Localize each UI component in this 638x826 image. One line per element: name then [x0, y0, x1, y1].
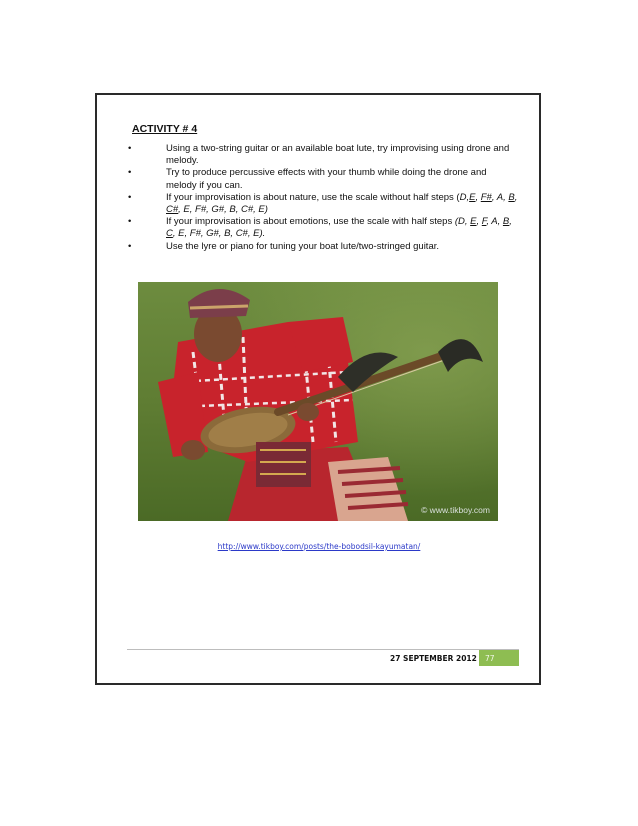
bullet-text-segment: If your improvisation is about emotions, use the scale with half steps: [166, 216, 455, 228]
bullet-glyph: •: [128, 191, 132, 203]
activity-bullet-list: [128, 143, 518, 253]
bullet-text-segment: (D,: [454, 216, 471, 228]
source-link[interactable]: http://www.tikboy.com/posts/the-bobodsil-kayumatan/: [217, 542, 421, 551]
photo-watermark: © www.tikboy.com: [421, 505, 490, 515]
bullet-glyph: •: [128, 143, 132, 154]
bullet-text-segment: B: [502, 216, 510, 228]
photo: [138, 282, 498, 521]
bullet-text-segment: F#: [480, 191, 492, 203]
bullet-item: [128, 167, 518, 191]
bullet-text-segment: C#: [166, 204, 179, 216]
bullet-text-segment: , E, F#, G#, B, C#, E).: [172, 228, 266, 240]
bullet-text-segment: , E, F#, G#, B, C#, E): [178, 204, 268, 216]
bullet-text-segment: ,: [466, 191, 470, 203]
bullet-text-segment: , A,: [486, 216, 503, 228]
musician-photo-illustration: [138, 282, 498, 521]
bullet-item: [128, 192, 518, 216]
bullet-text-segment: E: [470, 216, 477, 228]
activity-heading: ACTIVITY # 4: [132, 123, 198, 135]
bullet-glyph: •: [128, 240, 132, 252]
footer-divider: [127, 649, 519, 650]
bullet-text-segment: If your improvisation is about nature, use the scale without half steps (: [166, 191, 460, 203]
page-number-badge: 77: [479, 650, 519, 666]
bullet-text-segment: D: [459, 191, 467, 203]
bullet-text-segment: Try to produce percussive effects with your thumb while doing the drone and melody if you can.: [166, 167, 487, 191]
bullet-text-segment: F: [481, 216, 487, 228]
bullet-item: [128, 216, 518, 240]
bullet-text-segment: , A,: [491, 191, 509, 203]
bullet-text-segment: Use the lyre or piano for tuning your boat lute/two-stringed guitar.: [166, 240, 440, 252]
bullet-text-segment: Using a two-string guitar or an available boat lute, try improvising using drone and melody.: [166, 143, 510, 167]
bullet-text-segment: B: [508, 191, 515, 203]
bullet-text-segment: E: [469, 191, 476, 203]
bullet-glyph: •: [128, 216, 132, 228]
bullet-item: [128, 241, 518, 253]
bullet-text-segment: ,: [514, 191, 518, 203]
bullet-item: [128, 143, 518, 167]
bullet-text-segment: ,: [475, 191, 481, 203]
bullet-text-segment: ,: [509, 216, 512, 228]
bullet-text-segment: ,: [476, 216, 482, 228]
bullet-text-segment: C: [166, 228, 173, 240]
footer-date: 27 SEPTEMBER 2012: [390, 654, 477, 663]
bullet-glyph: •: [128, 167, 132, 179]
